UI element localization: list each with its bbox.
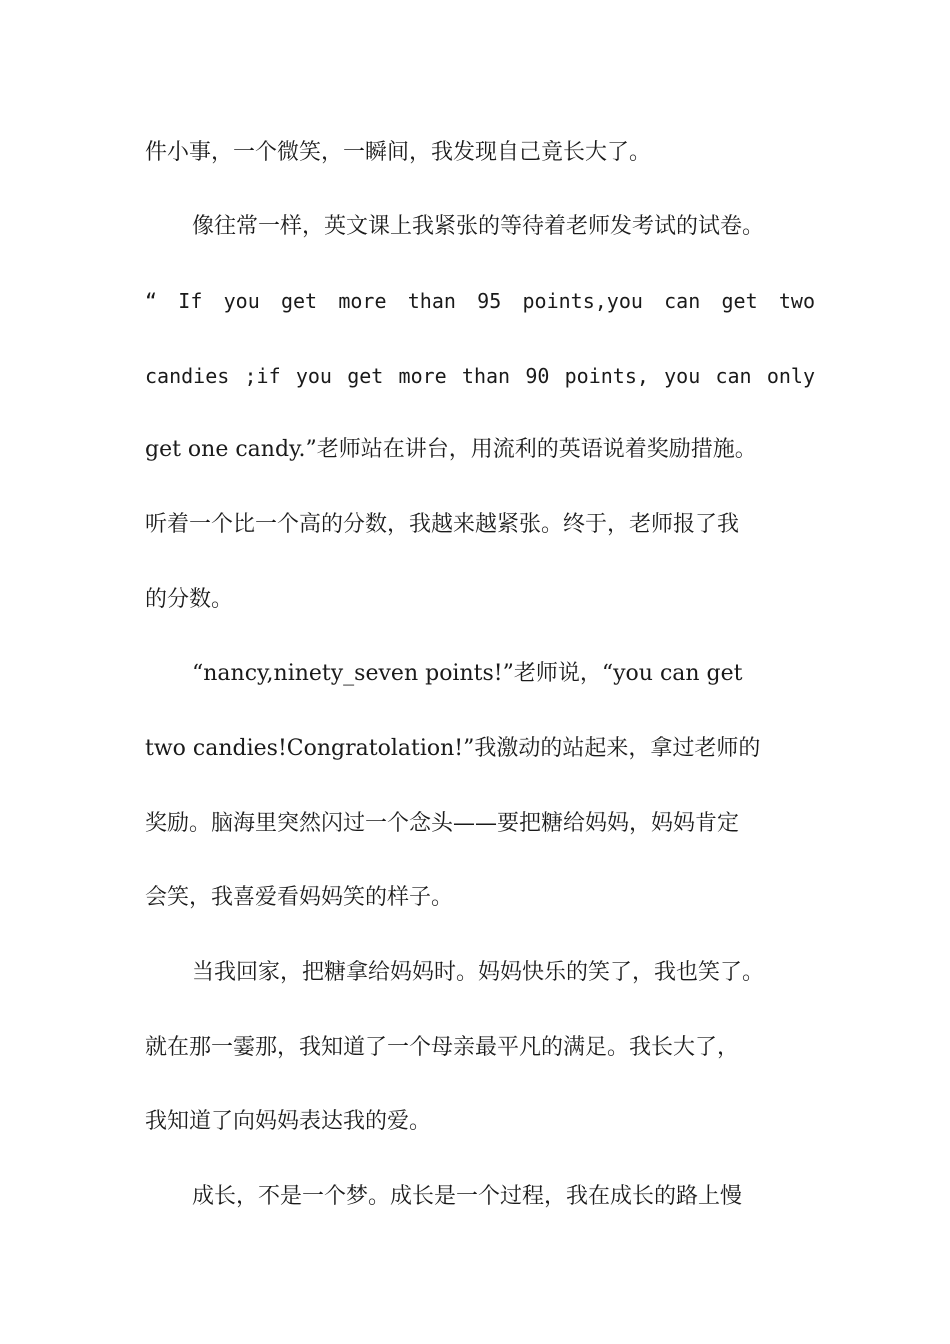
text-line-12: 当我回家，把糖拿给妈妈时。妈妈快乐的笑了，我也笑了。: [192, 960, 765, 985]
text-line-6: 听着一个比一个高的分数，我越来越紧张。终于，老师报了我: [145, 512, 740, 537]
text-line-15: 成长，不是一个梦。成长是一个过程，我在成长的路上慢: [192, 1184, 743, 1209]
text-line-3: [145, 281, 815, 321]
text-line-8: “nancy,ninety_seven points!”老师说，“you can get: [192, 661, 743, 686]
text-line-1: 件小事，一个微笑，一瞬间，我发现自己竟长大了。: [145, 140, 652, 165]
text-line-2: 像往常一样，英文课上我紧张的等待着老师发考试的试卷。: [192, 214, 765, 239]
text-line-11: 会笑，我喜爱看妈妈笑的样子。: [145, 885, 454, 910]
english-quote-part-2: candies ;if you get more than 90 points, you can only: [145, 364, 815, 388]
text-line-7: 的分数。: [145, 587, 234, 612]
text-line-10: 奖励。脑海里突然闪过一个念头——要把糖给妈妈，妈妈肯定: [145, 811, 740, 836]
text-line-5: get one candy.”老师站在讲台，用流利的英语说着奖励措施。: [145, 437, 757, 462]
text-line-4: [145, 356, 815, 396]
english-quote-part-1: “ If you get more than 95 points,you can get two: [145, 289, 815, 313]
text-line-9: two candies!Congratolation!”我激动的站起来，拿过老师的: [145, 736, 761, 761]
text-line-13: 就在那一霎那，我知道了一个母亲最平凡的满足。我长大了，: [145, 1035, 740, 1060]
text-line-14: 我知道了向妈妈表达我的爱。: [145, 1109, 432, 1134]
